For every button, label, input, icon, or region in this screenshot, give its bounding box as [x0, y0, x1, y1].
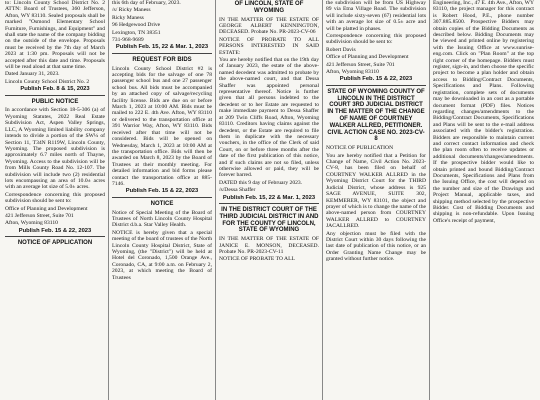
notice-paragraph: IN THE MATTER OF THE ESTATE OF GEORGE ALBERT KENNINGTON, DECEASED. Probate No. PR-2023-CV-06: [219, 16, 319, 36]
notice-paragraph: Lexington, TN 38351: [112, 29, 161, 36]
notice-heading: PUBLIC NOTICE: [31, 98, 79, 105]
notice-paragraph: Correspondence concerning this proposed subdivision should be sent to:: [326, 33, 426, 46]
notice-paragraph: 96 Hedgewood Drive: [112, 22, 161, 29]
notice-paragraph: Engineering, Inc., 47 E. 4th Ave., Afton, WY 83110, the project manager for this contract is Robert Hood, P.E., phone number 307.885.8500. Prospective Bidders may obtain copies of the Bidding Documents as described below. Bidding Documents may be viewed and printed online by registering with the Issuing Office at www.sunrise-eng.com. Click on "Plan Room" at the top right corner of the homepage. Bidders must register, sign-in, and then choose the specific project to become a plan holder and obtain access to Bidding/Contract Documents, Specifications and Plans. Following registration, complete sets of documents may be downloaded in an cost as a portable document format (PDF) files. Notices regarding changes/amendments to the Bidding/Contract Documents, Specifications and Plans will be sent to the e-mail address associated with the bidder's registration. Bidders are responsible to maintain current and correct contact information and check the plan room often to receive updates or additional documents/changes/amendments. If the prospective bidder would like to obtain printed and bound Bidding/Contract Documents, Specifications and Plans from the Issuing Office, the cost will depend on the number and size of the Drawings and Project Manual, applicable taxes, and shipping method selected by the prospective Bidder. Cost of Bidding Documents and shipping is non-refundable. Upon Issuing Office's receipt of payment,: [433, 0, 534, 224]
notice-paragraph: the subdivision will be from US Highway 89 via Etna Village Road. The subdivision will include sixty-seven (67) residential lots with an average lot size of 0.5± acre and will be platted in phases.: [326, 0, 426, 32]
notice-paragraph: Office of Planning and Development: [5, 205, 88, 212]
notice-paragraph: You are hereby notified that on the 19th day of January 2023, the estate of the above-named decedent was admitted to probate by the above-named court, and that Dessa Shaffer was appointed personal representative thereof. Notice is further given that all persons indebted to the decedent or to her Estate are requested to make immediate payment to Dessa Shaffer at 209 Twin Cliffs Road, Afton, Wyoming 83110. Creditors having claims against the decedent, or the Estate are required to file them in duplicate with the necessary vouchers, in the office of the Clerk of said Court, on or before three months after the date of the first publication of this notice, and if such claims are not so filed, unless otherwise allowed or paid, they will be forever barred.: [219, 57, 319, 179]
notice-paragraph: 731-968-9689: [112, 37, 144, 44]
publish-dates: Publish Feb. 15, 22 & Mar. 1, 2023: [222, 194, 316, 201]
column-5: [430, 0, 537, 400]
notice-paragraph: In accordance with Section 18-5-306 (a) of Wyoming Statutes, 2022 Real Estate Subdivision Act, Aspen Valley Springs, LLC, A Wyoming limited liability company intends to divide a portion of the SW¼ of Section 11, T34N R119W, Lincoln County, Wyoming. The proposed subdivision is approximately 6.7 miles north of Thayne, Wyoming. Access to the subdivision will be from Mills County Road No. 12-107. The subdivision will include two (2) residential lots encompassing an area of 10.0± acres with an average lot size of 5.0± acres.: [5, 107, 105, 191]
publish-dates: Publish Feb. 15 & 22, 2023: [125, 188, 199, 195]
notice-paragraph: Afton, Wyoming 83110: [326, 69, 379, 76]
divider-rule: [326, 85, 426, 86]
publish-dates: Publish Feb. 15 & 22, 2023: [339, 76, 413, 83]
divider-rule: [5, 236, 105, 237]
notice-paragraph: 421 Jefferson Street, Suite 701: [5, 212, 74, 219]
notice-paragraph: Afton, Wyoming 83110: [5, 220, 58, 227]
notice-paragraph: Notice of Special Meeting of the Board of Trustees of North Lincoln County Hospital District d.b.a. Star Valley Health.: [112, 209, 212, 229]
notice-paragraph: to: Lincoln County School District No. 2 ATTN: Board of Trustees, 360 Jefferson, Afton, WY 83110. Sealed proposals shall be marked "Osmond Elementary School Furniture, Furnishings, and Equipment" and shall state the name of the company bidding on the outside of the envelope. Proposals must be received by the 7th day of March 2023 at 1:30 pm. Proposals will not be accepted after this date and time. Proposals will be read aloud at that same time.: [5, 0, 105, 71]
column-3: [216, 0, 323, 400]
notice-heading: STATE OF WYOMING COUNTY OF LINCOLN IN THE DISTRICT COURT 3RD JUDICIAL DISTRICT IN THE MATTER OF THE CHANGE OF NAME OF COURTNEY WALKER ALLRED, PETITIONER. CIVIL ACTION CASE NO. 2023-CV-8: [327, 88, 425, 143]
divider-rule: [5, 95, 105, 96]
notice-paragraph: Office of Planning and Development: [326, 54, 409, 61]
notice-paragraph: /s/Dessa Shaffer: [219, 187, 256, 194]
notice-paragraph: You are hereby notified that a Petition for Change of Name, Civil Action No. 2023-CV-8, has been filed on behalf of COURTNEY WALKER ALLRED in the Wyoming District Court for the THIRD Judicial District, whose address is 925 SAGE AVENUE, SUITE 302, KEMMERER, WY 83101, the object and prayer of which is to change the name of the above-named person from COURTNEY WALKER ALLRED to COURTNEY JACALLRED.: [326, 152, 426, 230]
notice-heading: REQUEST FOR BIDS: [132, 56, 192, 63]
notice-paragraph: Any objection must be filed with the District Court within 30 days following the last date of publication of this notice, or an Order Granting Name Change may be granted without further notice.: [326, 230, 426, 263]
notice-heading: IN THE DISTRICT COURT OF THE THIRD JUDICIAL DISTRICT IN AND FOR THE COUNTY OF LINCOLN, STATE OF WYOMING: [219, 206, 319, 234]
notice-paragraph: Robert Davis: [326, 46, 356, 53]
notice-paragraph: Dated January 31, 2023.: [5, 71, 60, 78]
notice-paragraph: Correspondence concerning this proposed subdivision should be sent to:: [5, 191, 105, 205]
notice-paragraph: Lincoln County School District #2 is accepting bids for the salvage of one 78 passenger school bus and one 27 passenger school bus. All bids must be accompanied by an attached copy of salvage/recycling facility license. Bids are due on or before March 1, 2023 at 10:00 AM. Bids must be mailed to 222 E. 4th Ave. Afton, WY 83110 or delivered to the transportation office at 391 Warrior Way, Afton, WY 83110. Bids received after that time will not be considered. Bids will be opened on Wednesday, March 1, 2023 at 10:00 AM at the transportation office. Bids will then be awarded on March 8, 2023 by the Board of Trustees at their monthly meeting. For detailed information and bid forms please contact the transportation office at 885-7146.: [112, 65, 212, 187]
notice-paragraph: /s/ Ricky Maness: [112, 7, 151, 14]
column-4: [323, 0, 430, 400]
divider-rule: [112, 197, 212, 198]
divider-rule: [219, 203, 319, 204]
notice-paragraph: NOTICE OF PUBLICATION: [326, 145, 394, 152]
notice-heading: NOTICE: [150, 200, 174, 207]
divider-rule: [112, 53, 212, 54]
notice-paragraph: NOTICE OF PROBATE TO ALL: [219, 256, 295, 263]
notice-paragraph: NOTICE is hereby given that a special meeting of the board of trustees of the North Lincoln County Hospital District, State of Wyoming, (the "District") will be held at Hotel del Coronado, 1,500 Orange Ave., Coronado, CA, at 9:00 a.m. on February 2, 2023, at which meeting the Board of Trustees: [112, 229, 212, 281]
notice-paragraph: IN THE MATTER OF THE ESTATE OF JANICE E. MONSON, DECEASED. Probate No. PR-2023-CV-11: [219, 236, 319, 255]
notice-paragraph: NOTICE OF PROBATE TO ALL PERSONS INTERESTED IN SAID ESTATE:: [219, 36, 319, 56]
notice-paragraph: this 6th day of February, 2023.: [112, 0, 181, 6]
notice-paragraph: DATED this 9 day of February 2023.: [219, 179, 303, 186]
notice-heading: OF LINCOLN, STATE OF WYOMING: [234, 1, 304, 14]
publish-dates: Publish Feb. 15 & 22, 2023: [18, 227, 92, 234]
column-2: [109, 0, 216, 400]
notice-heading: NOTICE OF APPLICATION: [17, 240, 93, 247]
column-1: [2, 0, 109, 400]
publish-dates: Publish Feb. 15, 22 & Mar. 1, 2023: [115, 44, 209, 51]
notice-paragraph: Ricky Maness: [112, 14, 144, 21]
notice-paragraph: Lincoln County School District No. 2: [5, 78, 90, 85]
publish-dates: Publish Feb. 8 & 15, 2023: [20, 86, 90, 93]
notice-paragraph: 421 Jefferson Street, Suite 701: [326, 61, 395, 68]
